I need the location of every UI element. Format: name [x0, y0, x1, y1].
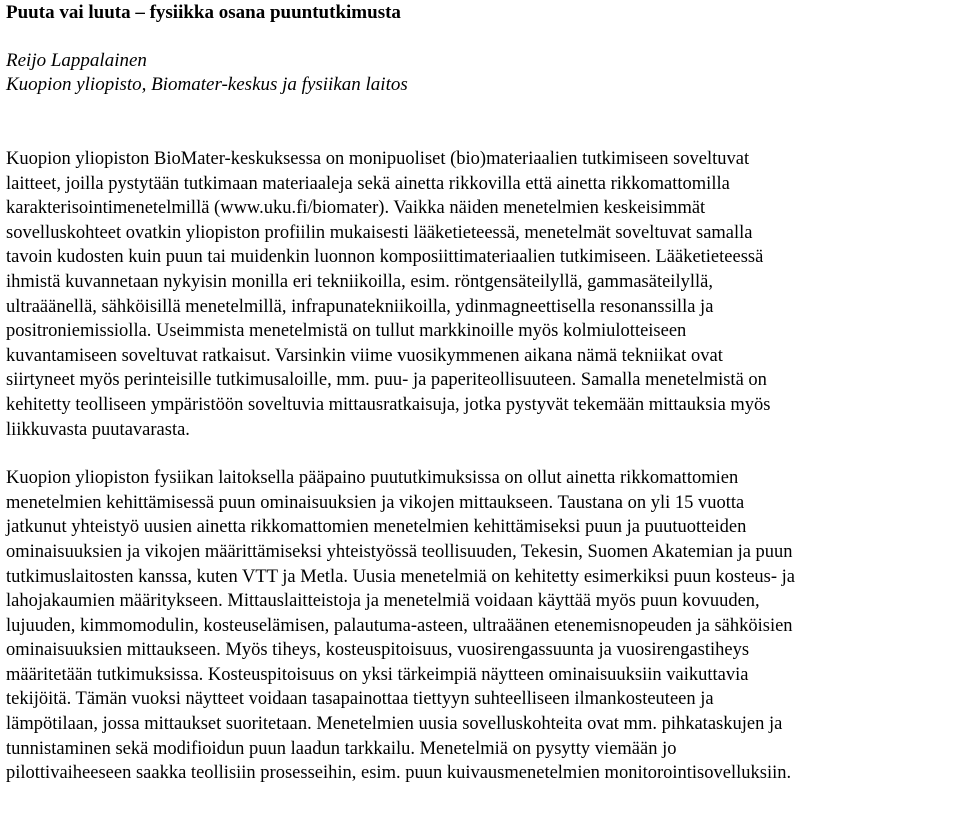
- paragraph-line: laitteet, joilla pystytään tutkimaan materiaaleja sekä ainetta rikkovilla että ainetta rikkomattomilla: [6, 173, 730, 194]
- paragraph-line: sovelluskohteet ovatkin yliopiston profiilin mukaisesti lääketieteessä, menetelmät soveltuvat samalla: [6, 222, 753, 243]
- paragraph-line: liikkuvasta puutavarasta.: [6, 419, 190, 440]
- paragraph-line: Kuopion yliopiston BioMater-keskuksessa on monipuoliset (bio)materiaalien tutkimiseen soveltuvat: [6, 149, 750, 169]
- paragraph-line: määritetään tutkimuksissa. Kosteuspitoisuus on yksi tärkeimpiä näytteen ominaisuuksiin vaikuttavia: [6, 664, 749, 685]
- paragraph-line: positroniemissiolla. Useimmista menetelmistä on tullut markkinoille myös kolmiulotteiseen: [6, 321, 687, 342]
- paragraph-line: lahojakaumien määritykseen. Mittauslaitteistoja ja menetelmiä voidaan käyttää myös puun kovuuden,: [6, 591, 760, 612]
- paragraph-line: Kuopion yliopiston fysiikan laitoksella pääpaino puututkimuksissa on ollut ainetta rikkomattomien: [6, 468, 739, 489]
- author-name: Reijo Lappalainen: [6, 50, 147, 71]
- paragraph-line: ihmistä kuvannetaan nykyisin monilla eri tekniikoilla, esim. röntgensäteilyllä, gammasäteilyllä,: [6, 271, 713, 292]
- paragraph-1: [6, 147, 956, 442]
- paragraph-line: tavoin kudosten kuin puun tai muidenkin luonnon komposiittimateriaalien tutkimiseen. Lääketieteessä: [6, 247, 764, 268]
- document-page: [6, 0, 956, 786]
- paragraph-line: menetelmien kehittämisessä puun ominaisuuksien ja vikojen mittaukseen. Taustana on yli 15 vuotta: [6, 492, 745, 513]
- paragraph-line: tekijöitä. Tämän vuoksi näytteet voidaan tasapainottaa tiettyyn suhteelliseen ilmankosteuteen ja: [6, 689, 714, 710]
- paragraph-line: tutkimuslaitosten kanssa, kuten VTT ja Metla. Uusia menetelmiä on kehitetty esimerkiksi puun kosteus- ja: [6, 566, 796, 587]
- paragraph-line: kuvantamiseen soveltuvat ratkaisut. Varsinkin viime vuosikymmenen aikana nämä tekniikat ovat: [6, 345, 723, 366]
- paragraph-line: siirtyneet myös perinteisille tutkimusaloille, mm. puu- ja paperiteollisuuteen. Samalla menetelmistä on: [6, 370, 767, 391]
- paragraph-2: [6, 466, 956, 786]
- document-title: Puuta vai luuta – fysiikka osana puuntutkimusta: [6, 2, 401, 23]
- author-block: [6, 49, 956, 97]
- paragraph-line: tunnistaminen sekä modifioidun puun laadun tarkkailu. Menetelmiä on pysytty viemään jo: [6, 738, 677, 759]
- paragraph-line: kehitetty teolliseen ympäristöön soveltuvia mittausratkaisuja, jotka pystyvät tekemään mittauksia myös: [6, 394, 771, 415]
- paragraph-line: lujuuden, kimmomodulin, kosteuselämisen, palautuma-asteen, ultraäänen etenemisnopeuden ja sähköisien: [6, 615, 793, 636]
- paragraph-line: karakterisointimenetelmillä (www.uku.fi/biomater). Vaikka näiden menetelmien keskeisimmät: [6, 198, 706, 219]
- paragraph-line: ultraäänellä, sähköisillä menetelmillä, infrapunatekniikoilla, ydinmagneettisella resonanssilla ja: [6, 296, 714, 317]
- paragraph-line: pilottivaiheeseen saakka teollisiin prosesseihin, esim. puun kuivausmenetelmien monitorointisovelluksiin.: [6, 763, 792, 784]
- paragraph-line: lämpötilaan, jossa mittaukset suoritetaan. Menetelmien uusia sovelluskohteita ovat mm. pihkataskujen ja: [6, 714, 783, 735]
- paragraph-line: ominaisuuksien ja vikojen määrittämiseksi yhteistyössä teollisuuden, Tekesin, Suomen Akatemian ja puun: [6, 541, 793, 562]
- paragraph-line: jatkunut yhteistyö uusien ainetta rikkomattomien menetelmien kehittämiseksi puun ja puutuotteiden: [6, 517, 747, 538]
- paragraph-line: ominaisuuksien mittaukseen. Myös tiheys, kosteuspitoisuus, vuosirengassuunta ja vuosirengastiheys: [6, 640, 750, 661]
- author-affiliation: Kuopion yliopisto, Biomater-keskus ja fysiikan laitos: [6, 74, 408, 95]
